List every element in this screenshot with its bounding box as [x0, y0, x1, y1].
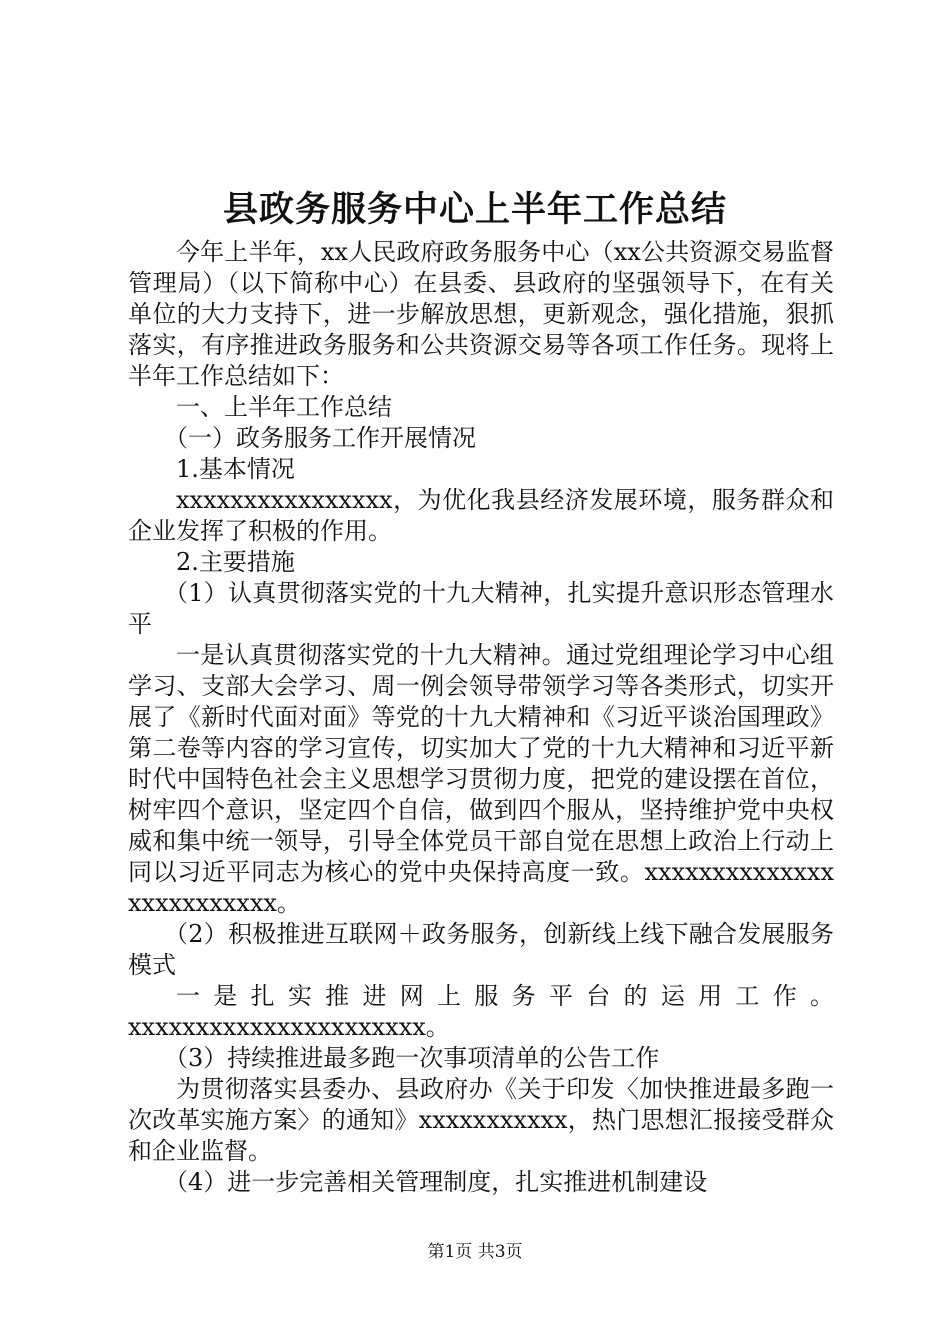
- section-heading-1: 一、上半年工作总结: [176, 393, 392, 421]
- intro-paragraph: 今年上半年，xx人民政府政务服务中心（xx公共资源交易监督管理局）（以下简称中心）在县委、县政府的坚强领导下，在有关单位的大力支持下，进一步解放思想，更新观念，强化措施，狠抓落实，有序推进政务服务和公共资源交易等各项工作任务。现将上半年工作总结如下：: [128, 238, 834, 390]
- document-title: 县政务服务中心上半年工作总结: [222, 189, 727, 230]
- basic-situation-paragraph: xxxxxxxxxxxxxxxx，为优化我县经济发展环境，服务群众和企业发挥了积极的作用。: [128, 486, 834, 545]
- document-body: [128, 237, 834, 1198]
- subsection-heading-1: （一）政务服务工作开展情况: [164, 424, 476, 452]
- item-heading-measures: 2.主要措施: [176, 548, 295, 576]
- measure-heading-3: （3）持续推进最多跑一次事项清单的公告工作: [164, 1044, 660, 1072]
- measure-1-paragraph: 一是认真贯彻落实党的十九大精神。通过党组理论学习中心组学习、支部大会学习、周一例会领导带领学习等各类形式，切实开展了《新时代面对面》等党的十九大精神和《习近平谈治国理政》第二卷等内容的学习宣传，切实加大了党的十九大精神和习近平新时代中国特色社会主义思想学习贯彻力度，把党的建设摆在首位，树牢四个意识，坚定四个自信，做到四个服从，坚持维护党中央权威和集中统一领导，引导全体党员干部自觉在思想上政治上行动上同以习近平同志为核心的党中央保持高度一致。xxxxxxxxxxxxxxxxxxxxxxxxx。: [128, 641, 834, 917]
- item-heading-basic: 1.基本情况: [176, 455, 295, 483]
- measure-heading-4: （4）进一步完善相关管理制度，扎实推进机制建设: [164, 1168, 708, 1196]
- measure-heading-1: （1）认真贯彻落实党的十九大精神，扎实提升意识形态管理水平: [128, 579, 834, 638]
- measure-3-paragraph: 为贯彻落实县委办、县政府办《关于印发〈加快推进最多跑一次改革实施方案〉的通知》xxxxxxxxxxx，热门思想汇报接受群众和企业监督。: [128, 1075, 834, 1165]
- measure-2-paragraph-cont: xxxxxxxxxxxxxxxxxxxxxx。: [128, 1013, 450, 1041]
- page-footer: 第1页 共3页: [427, 1242, 523, 1262]
- measure-heading-2: （2）积极推进互联网＋政务服务，创新线上线下融合发展服务模式: [128, 920, 834, 979]
- measure-2-paragraph: 一是扎实推进网上服务平台的运用工作。: [176, 982, 834, 1010]
